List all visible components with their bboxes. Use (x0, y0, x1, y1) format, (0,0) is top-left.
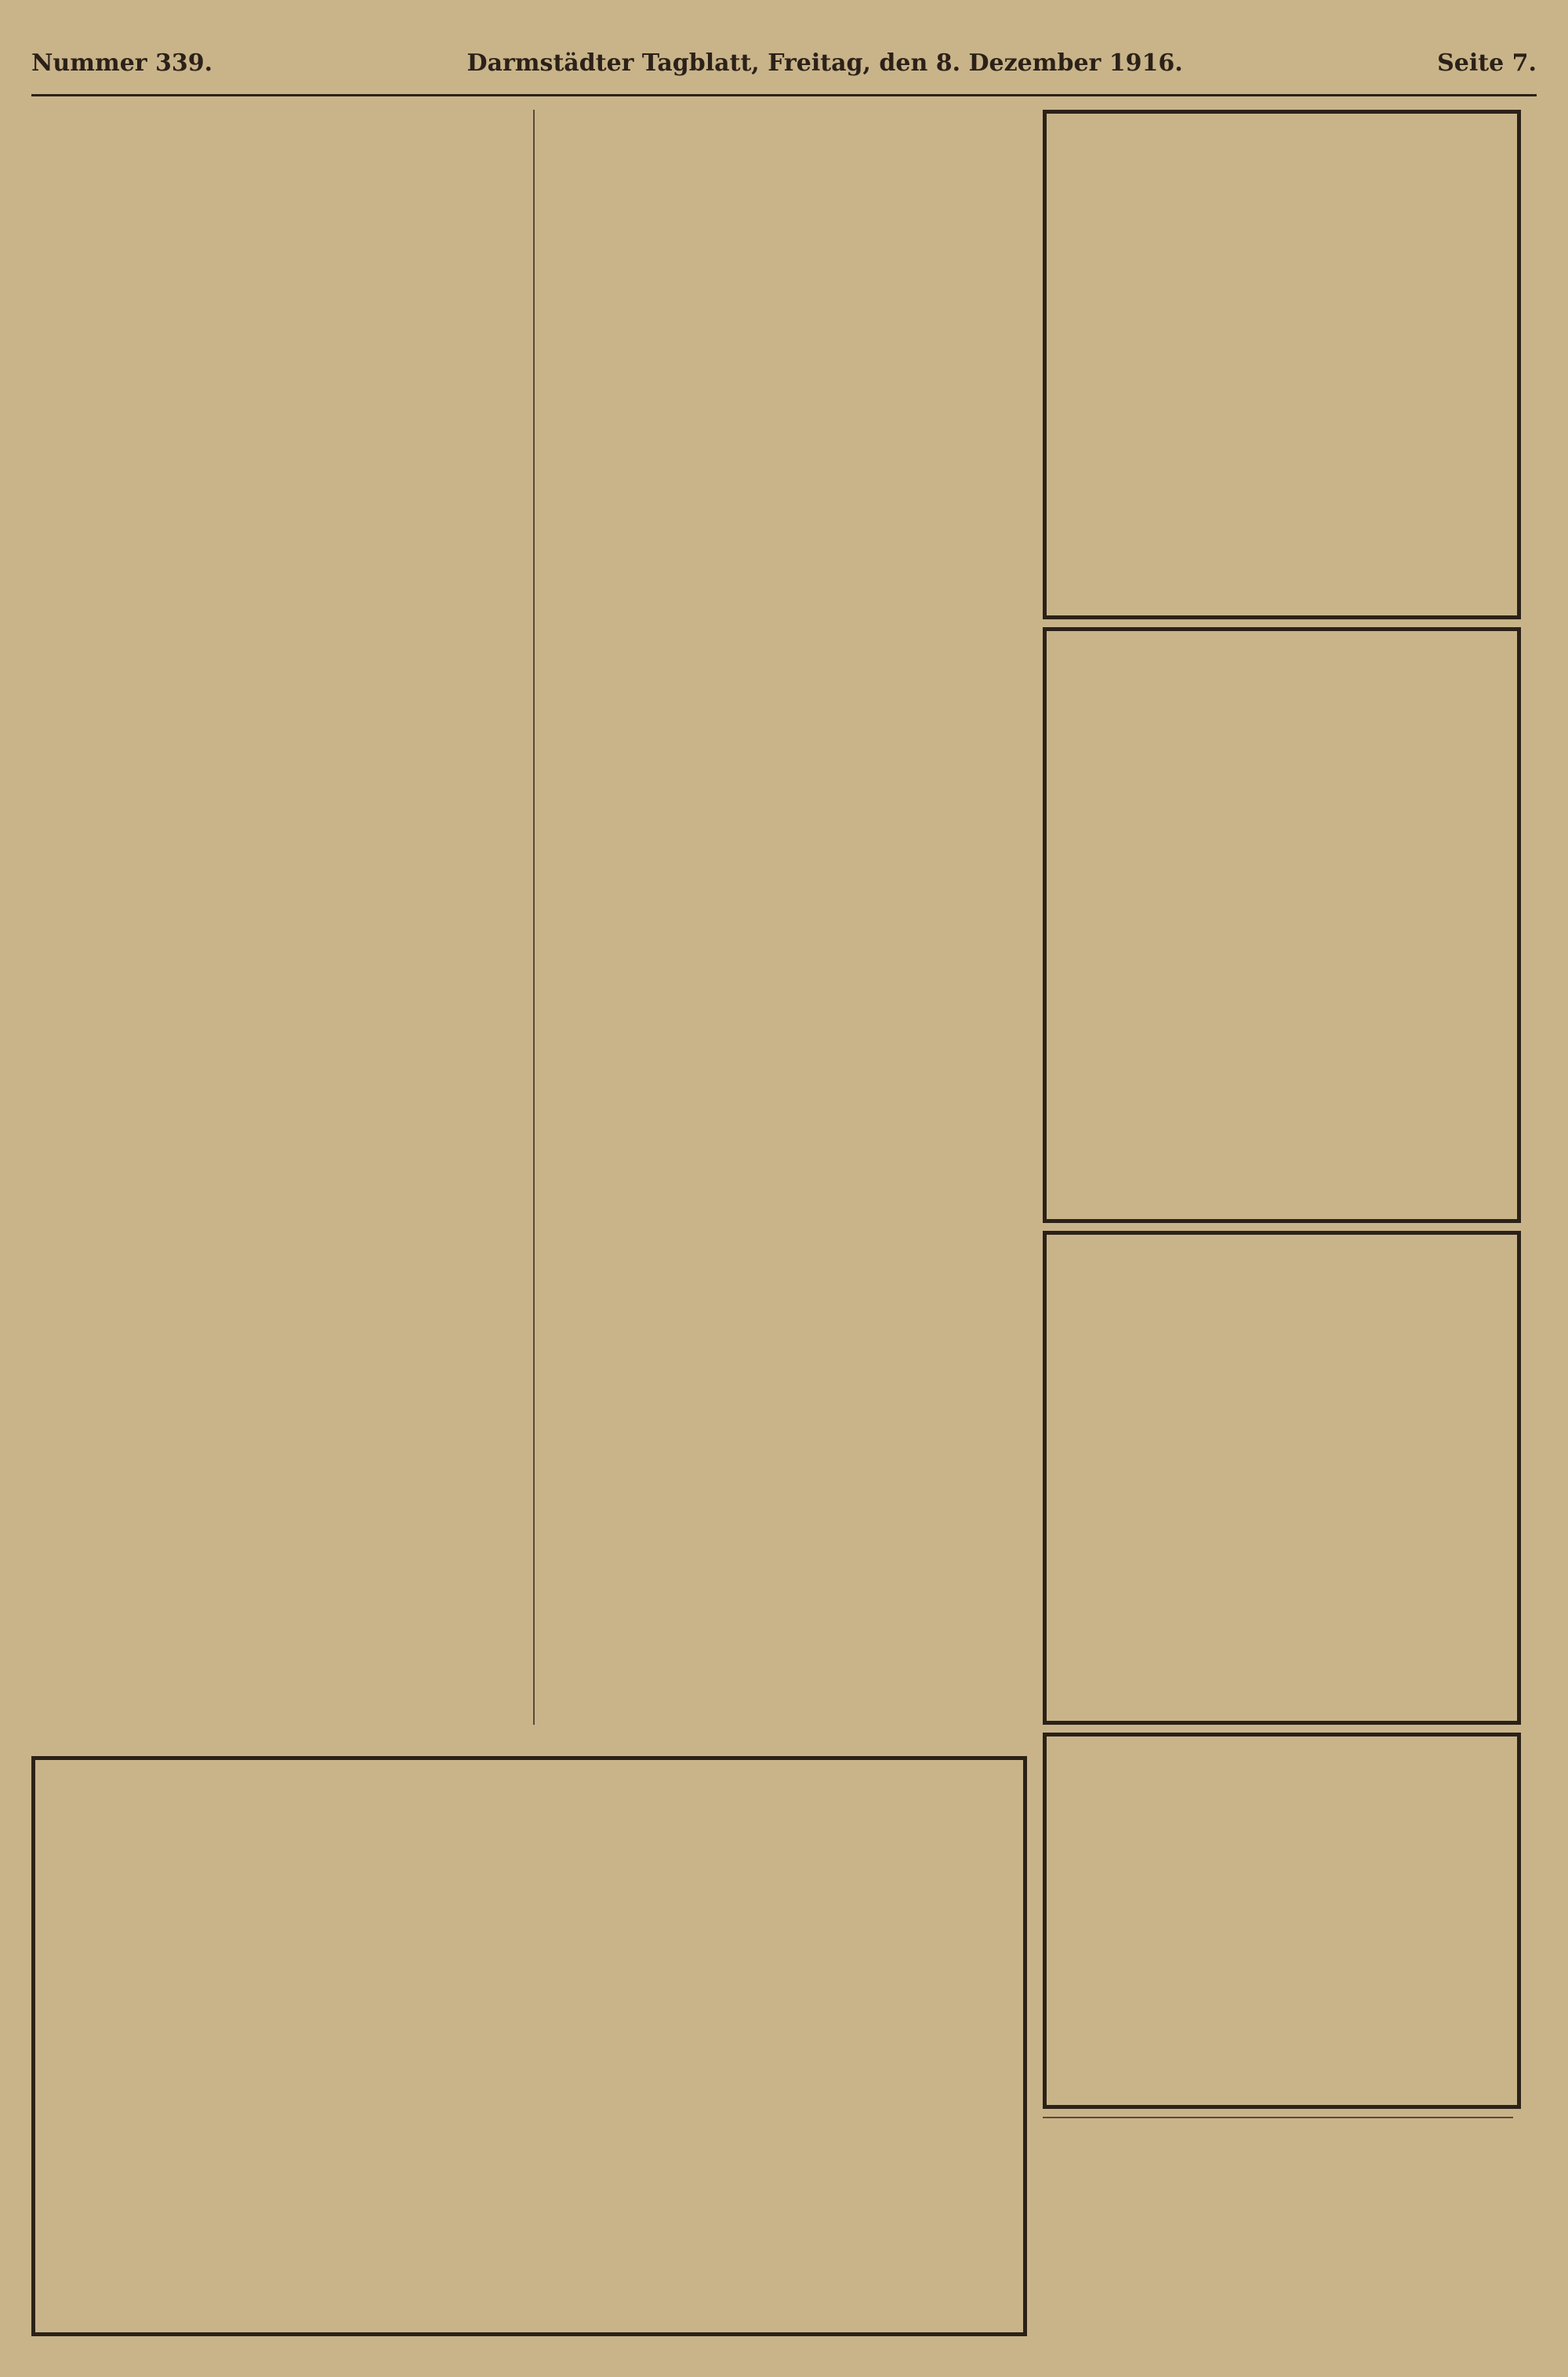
imprint (1043, 2117, 1513, 2330)
page-number: Seite 7. (1437, 49, 1537, 77)
death-notice-large (31, 1756, 1027, 2336)
newspaper-title: Darmstädter Tagblatt, Freitag, den 8. Dezember 1916. (466, 49, 1183, 77)
issue-number: Nummer 339. (31, 49, 213, 77)
death-notice-1 (1043, 110, 1521, 619)
thanks-notice (1043, 1733, 1521, 2109)
article-column-middle (533, 110, 1021, 1725)
death-notice-2 (1043, 627, 1521, 1223)
death-notice-3 (1043, 1231, 1521, 1725)
newspaper-page (31, 31, 1537, 2346)
masthead (31, 31, 1537, 96)
article-column-left (31, 110, 517, 1725)
